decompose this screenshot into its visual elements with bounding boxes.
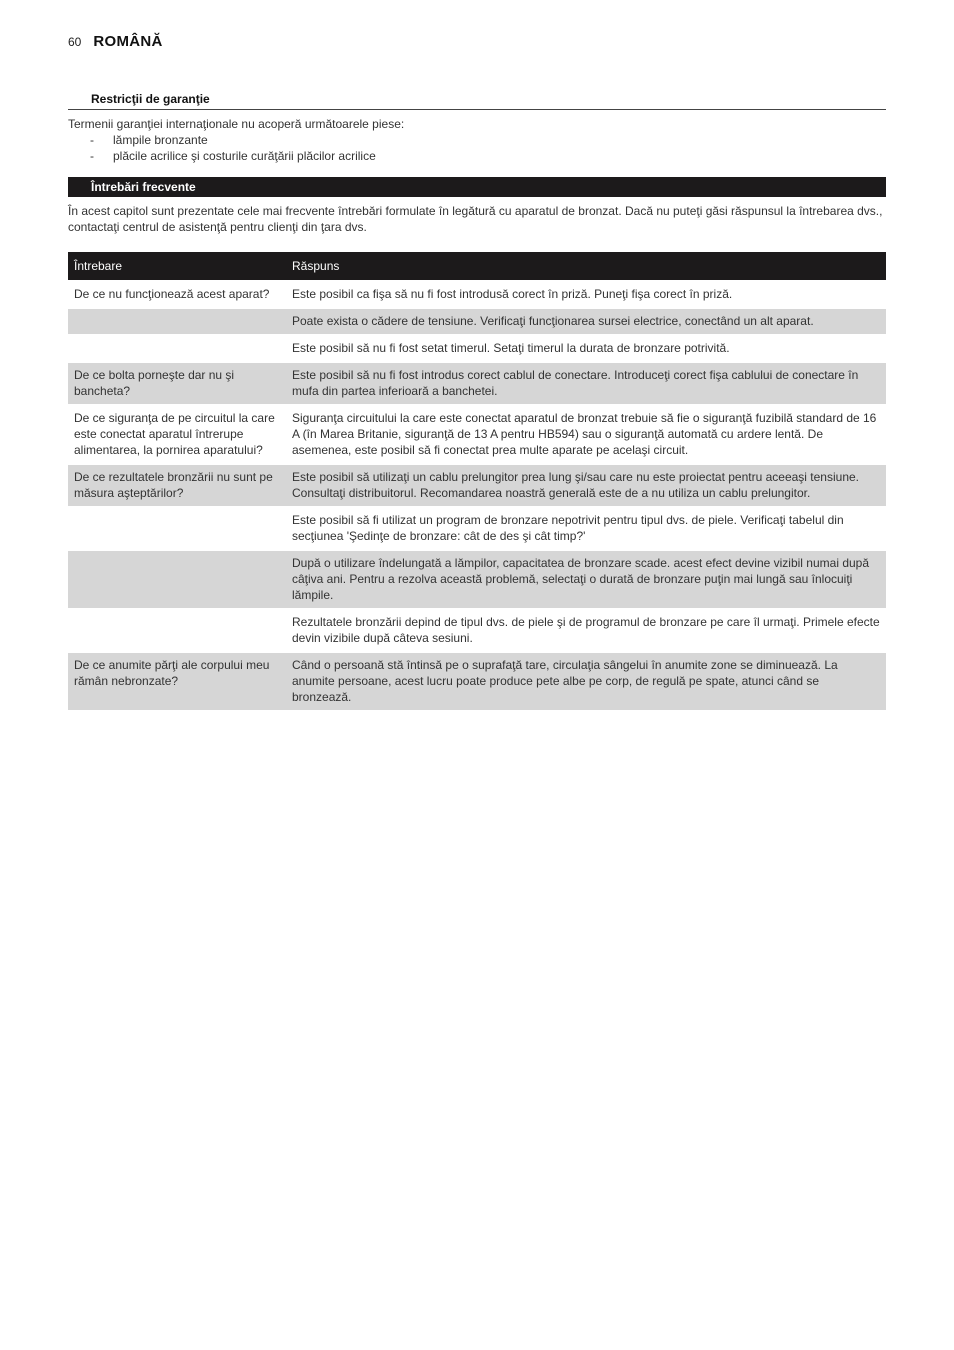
- question-cell: De ce siguranţa de pe circuitul la care este conectat aparatul întrerupe alimentarea, la pornirea aparatului?: [74, 411, 275, 457]
- answer-cell: Rezultatele bronzării depind de tipul dvs. de piele şi de programul de bronzare pe care îl urmaţi. Primele efecte devin vizibile după câteva sesiuni.: [292, 615, 880, 645]
- table-row: [68, 465, 886, 506]
- answer-cell: Poate exista o cădere de tensiune. Verificaţi funcţionarea sursei electrice, conectând un alt aparat.: [286, 309, 886, 334]
- answer-cell: Este posibil să utilizaţi un cablu prelungitor prea lung şi/sau care nu este proiectat pentru aceeaşi tensiune. Consultaţi distribuitorul. Recomandarea noastră generală este de a nu utiliza un cablu prelungitor.: [286, 465, 886, 506]
- question-cell: [68, 610, 286, 651]
- answer-cell: Este posibil să nu fi fost setat timerul. Setaţi timerul la durata de bronzare potrivită.: [292, 341, 730, 355]
- answer-cell: Este posibil să fi utilizat un program de bronzare nepotrivit pentru tipul dvs. de piele. Verificaţi tabelul din secţiunea 'Şedinţe de bronzare: cât de des şi cât timp?': [292, 513, 844, 543]
- page-header: [68, 33, 163, 50]
- table-row: [68, 653, 886, 710]
- warranty-list: [68, 132, 886, 164]
- question-cell: De ce nu funcţionează acest aparat?: [74, 287, 270, 301]
- answer-cell: Când o persoană stă întinsă pe o suprafaţă tare, circulaţia sângelui în anumite zone se diminuează. La anumite persoane, acest lucru poate produce pete albe pe corp, de regulă pe spate, atunci când se bronzează.: [286, 653, 886, 710]
- list-item-text: plăcile acrilice şi costurile curăţării plăcilor acrilice: [113, 149, 376, 163]
- question-cell: [68, 551, 286, 608]
- faq-table: [68, 250, 886, 712]
- answer-cell: Siguranţa circuitului la care este conectat aparatul de bronzat trebuie să fie o siguranţă fuzibilă standard de 16 A (în Marea Britanie, siguranţă de 13 A pentru HB594) sau o siguranţă automată cu ardere lentă. De asemenea, este posibil să fi conectat prea multe aparate pe acelaşi circuit.: [292, 411, 877, 457]
- faq-section-title: Întrebări frecvente: [68, 177, 886, 197]
- question-cell: De ce anumite părţi ale corpului meu rămân nebronzate?: [68, 653, 286, 710]
- question-cell: [68, 336, 286, 361]
- faq-intro: În acest capitol sunt prezentate cele mai frecvente întrebări formulate în legătură cu aparatul de bronzat. Dacă nu puteţi găsi răspunsul la întrebarea dvs., contactaţi centrul de asistenţă pentru clienţi din ţara dvs.: [68, 204, 883, 234]
- question-cell: [68, 508, 286, 549]
- list-item: - lămpile bronzante: [90, 133, 208, 147]
- table-row: [68, 309, 886, 334]
- faq-table-header-row: [68, 252, 886, 280]
- table-row: [68, 610, 886, 651]
- table-row: [68, 363, 886, 404]
- question-cell: De ce bolta porneşte dar nu şi bancheta?: [68, 363, 286, 404]
- warranty-intro: Termenii garanţiei internaţionale nu acoperă următoarele piese:: [68, 117, 405, 131]
- page-number: 60: [68, 35, 82, 49]
- answer-cell: Este posibil ca fişa să nu fi fost introdusă corect în priză. Puneţi fişa corect în priză.: [292, 287, 733, 301]
- warranty-section-title: Restricţii de garanţie: [68, 91, 886, 110]
- column-header-answer: Răspuns: [286, 252, 886, 280]
- table-row: [68, 336, 886, 361]
- warranty-section-body: [68, 116, 886, 164]
- answer-cell: După o utilizare îndelungată a lămpilor, capacitatea de bronzare scade. acest efect devine vizibil numai după câţiva ani. Pentru a rezolva această problemă, selectaţi o durată de bronzare puţin mai lungă sau înlocuiţi lămpile.: [286, 551, 886, 608]
- table-row: [68, 508, 886, 549]
- table-row: [68, 406, 886, 463]
- question-cell: [68, 309, 286, 334]
- page-language: ROMÂNĂ: [93, 33, 163, 50]
- table-row: [68, 551, 886, 608]
- column-header-question: Întrebare: [68, 252, 286, 280]
- table-row: [68, 282, 886, 307]
- list-item-text: lămpile bronzante: [113, 133, 208, 147]
- list-item: - plăcile acrilice şi costurile curăţării plăcilor acrilice: [90, 149, 376, 163]
- answer-cell: Este posibil să nu fi fost introdus corect cablul de conectare. Introduceţi corect fişa cablului de conectare în mufa din partea inferioară a banchetei.: [286, 363, 886, 404]
- question-cell: De ce rezultatele bronzării nu sunt pe măsura aşteptărilor?: [68, 465, 286, 506]
